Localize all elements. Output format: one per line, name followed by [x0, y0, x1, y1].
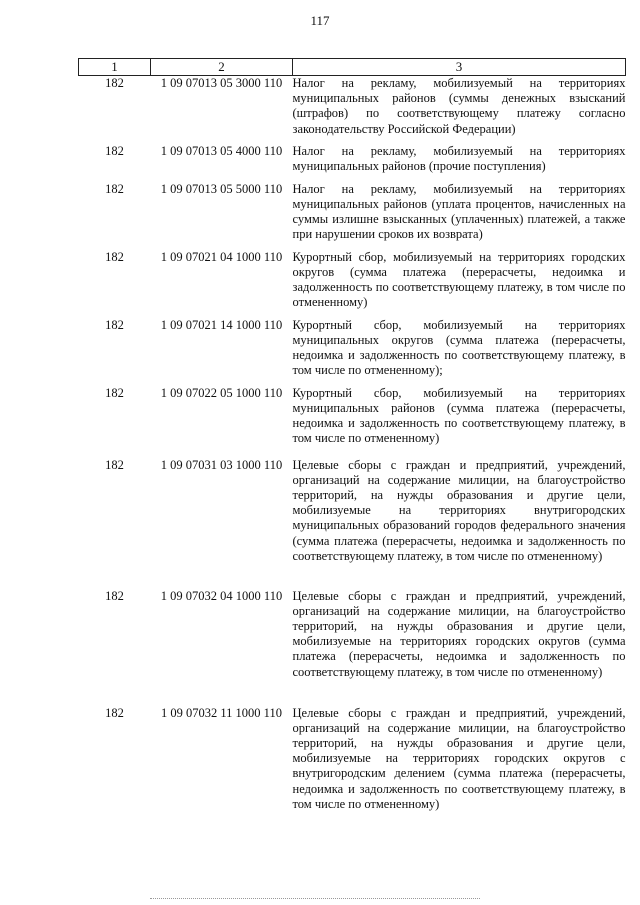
description-cell: Целевые сборы с граждан и предприятий, учреждений, организаций на содержание милиции, на благоустройство территорий, на нужды образования и другие цели, мобилизуемые на территориях городских округов с внутригородским делением (сумма платежа (перерасчеты, недоимка и задолженность по соответствующему платежу, в том числе по отмененному)	[292, 705, 626, 811]
budget-code-table	[78, 58, 626, 812]
table-row	[79, 386, 626, 458]
admin-code-cell: 182	[105, 181, 124, 196]
table-header-row	[79, 59, 626, 76]
budget-code-cell: 1 09 07013 05 5000 110	[160, 181, 283, 196]
table-row	[79, 182, 626, 250]
table-row	[79, 706, 626, 812]
admin-code-cell: 182	[105, 385, 124, 400]
admin-code-cell: 182	[105, 76, 124, 90]
budget-code-cell: 1 09 07022 05 1000 110	[160, 385, 283, 400]
table-row	[79, 76, 626, 144]
description-cell: Налог на рекламу, мобилизуемый на территориях муниципальных районов (прочие поступления)	[292, 143, 626, 173]
admin-code-cell: 182	[105, 588, 124, 603]
admin-code-cell: 182	[105, 143, 124, 158]
budget-code-cell: 1 09 07021 04 1000 110	[160, 249, 283, 264]
admin-code-cell: 182	[105, 457, 124, 472]
scan-bottom-line	[150, 898, 480, 900]
description-cell: Курортный сбор, мобилизуемый на территориях муниципальных округов (сумма платежа (перерасчеты, недоимка и задолженность по соответствующему платежу, в том числе по отмененному);	[292, 317, 626, 378]
budget-code-cell: 1 09 07032 11 1000 110	[161, 705, 282, 720]
description-cell: Целевые сборы с граждан и предприятий, учреждений, организаций на содержание милиции, на благоустройство территорий, на нужды образования и другие цели, мобилизуемые на территориях внутригородских муниципальных образований городов федерального значения (сумма платежа (перерасчеты, недоимка и задолженность по соответствующему платежу, в том числе по отмененному)	[292, 457, 626, 563]
table-row	[79, 589, 626, 706]
description-cell: Курортный сбор, мобилизуемый на территориях городских округов (сумма платежа (перерасчеты, недоимка и задолженность по соответствующему платежу, в том числе по отмененному)	[292, 249, 626, 310]
budget-code-cell: 1 09 07032 04 1000 110	[160, 588, 283, 603]
admin-code-cell: 182	[105, 249, 124, 264]
description-cell: Налог на рекламу, мобилизуемый на территориях муниципальных районов (уплата процентов, начисленных на суммы излишне взысканных (уплаченных) платежей, а также при нарушении сроков их возврата)	[292, 181, 626, 242]
budget-code-cell: 1 09 07031 03 1000 110	[160, 457, 283, 472]
column-header-1: 1	[79, 59, 151, 76]
admin-code-cell: 182	[105, 317, 124, 332]
column-header-2: 2	[151, 59, 293, 76]
table-row	[79, 458, 626, 589]
page-number: 117	[310, 13, 330, 28]
budget-code-cell: 1 09 07013 05 3000 110	[160, 76, 283, 90]
description-cell: Целевые сборы с граждан и предприятий, учреждений, организаций на содержание милиции, на благоустройство территорий, на нужды образования и другие цели, мобилизуемые на территориях городских округов (сумма платежа (перерасчеты, недоимка и задолженность по соответствующему платежу, в том числе по отмененному)	[292, 588, 626, 679]
description-cell: Курортный сбор, мобилизуемый на территориях муниципальных районов (сумма платежа (перерасчеты, недоимка и задолженность по соответствующему платежу, в том числе по отмененному)	[292, 385, 626, 446]
table-row	[79, 144, 626, 182]
admin-code-cell: 182	[105, 705, 124, 720]
budget-code-cell: 1 09 07021 14 1000 110	[160, 317, 283, 332]
table-row	[79, 318, 626, 386]
table-row	[79, 250, 626, 318]
column-header-3: 3	[293, 59, 626, 76]
budget-code-cell: 1 09 07013 05 4000 110	[160, 143, 283, 158]
description-cell: Налог на рекламу, мобилизуемый на территориях муниципальных районов (суммы денежных взысканий (штрафов) по соответствующему платежу согласно законодательству Российской Федерации)	[292, 76, 626, 136]
